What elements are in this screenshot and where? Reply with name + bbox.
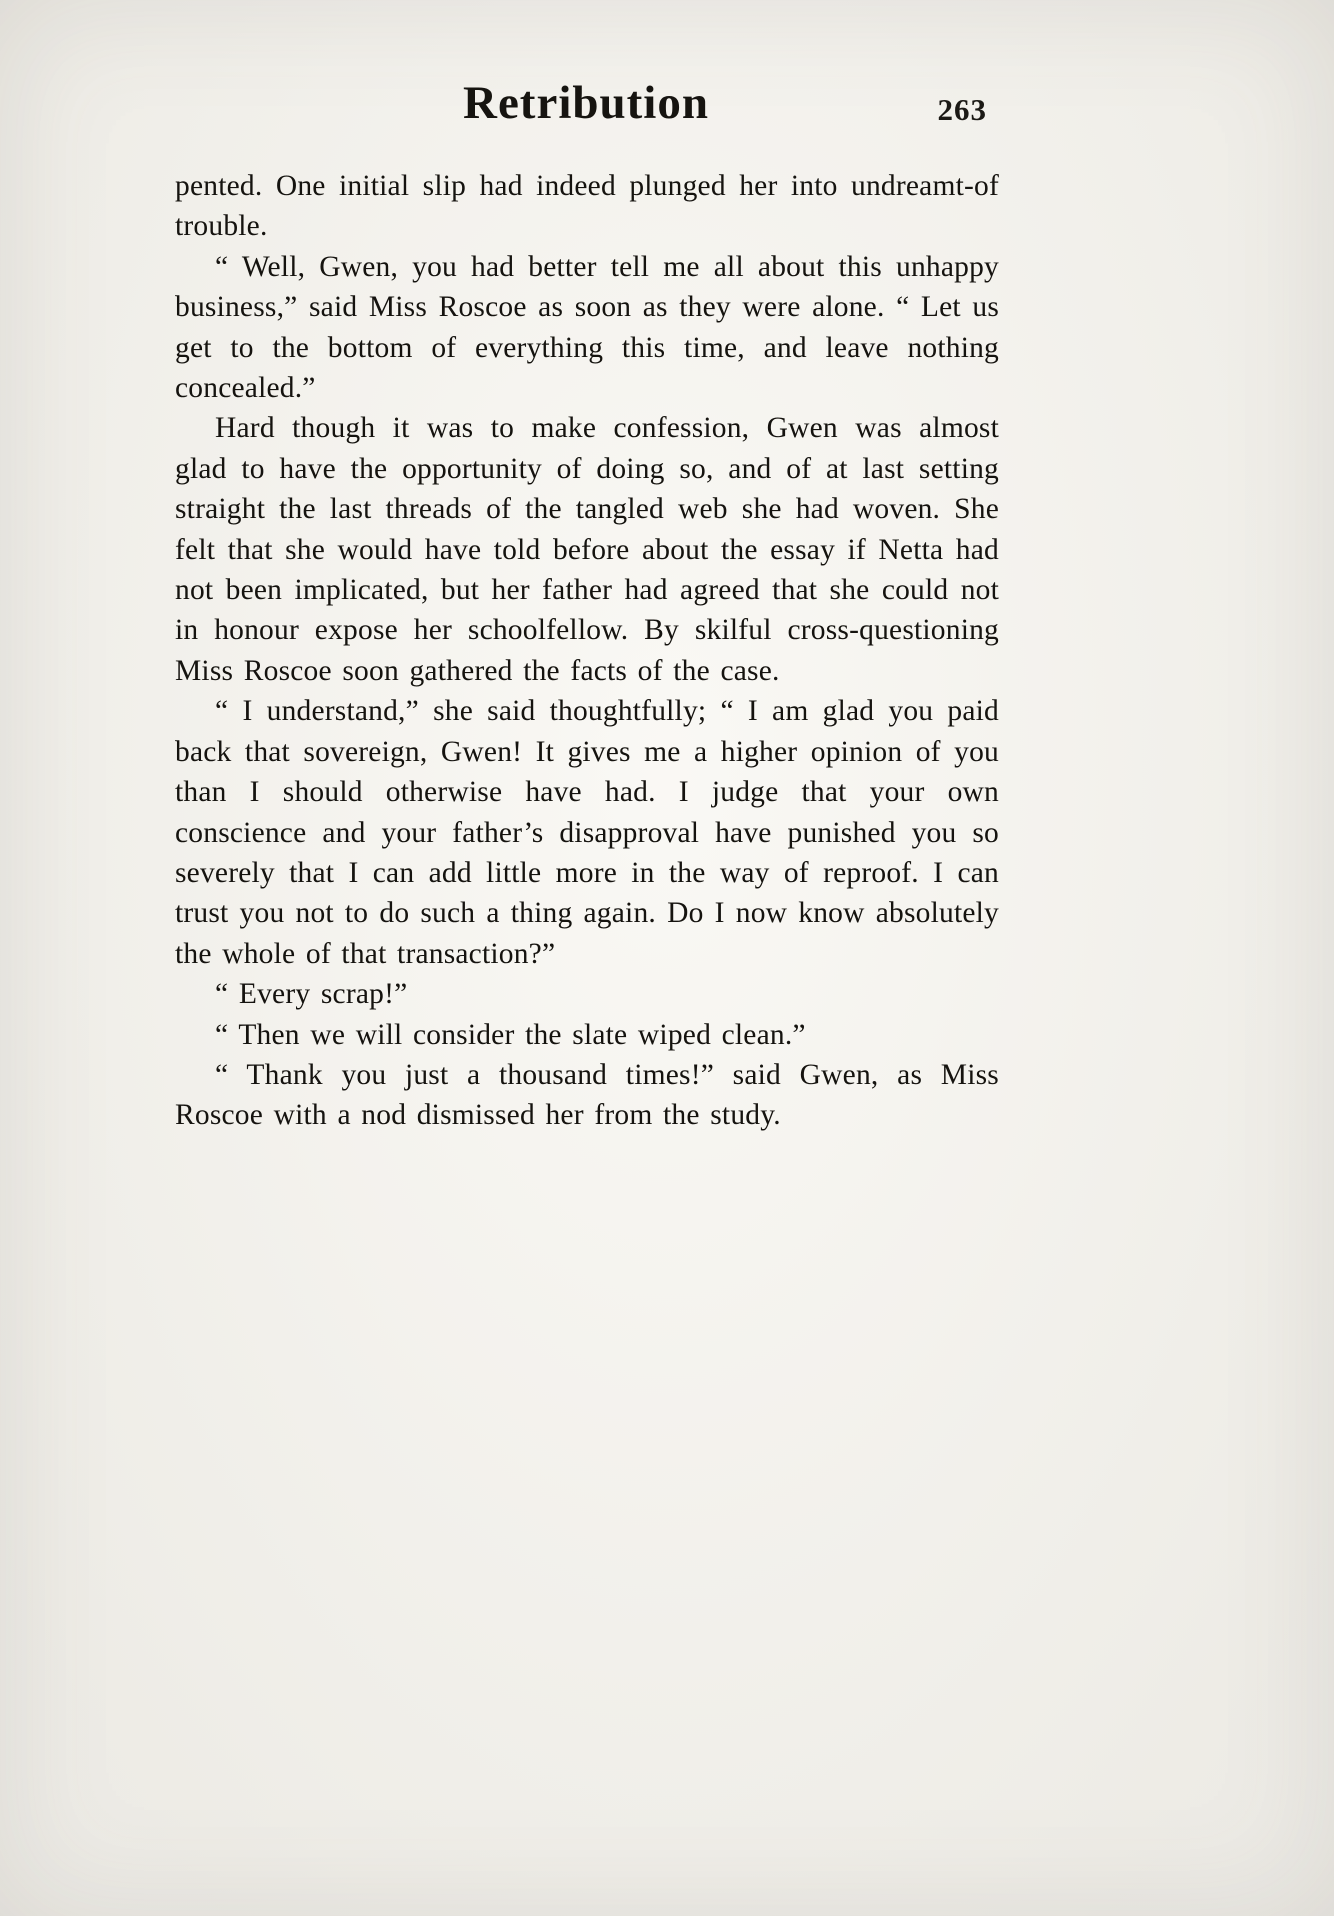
paragraph: “ I understand,” she said thoughtfully; “ I am glad you paid back that sovereign, Gwen! It gives me a higher opinion of you than I should otherwise have had. I judge that your own conscience and your father’s disapproval have punished you so severely that I can add little more in the way of reproof. I can trust you not to do such a thing again. Do I now know absolutely the whole of that transaction?” — [175, 695, 999, 970]
paragraph: “ Then we will consider the slate wiped clean.” — [215, 1018, 806, 1051]
paragraph: “ Every scrap!” — [215, 978, 408, 1011]
page-header — [175, 76, 997, 146]
paragraph: “ Thank you just a thousand times!” said Gwen, as Miss Roscoe with a nod dismissed her from the study. — [175, 1058, 999, 1132]
page-title: Retribution — [463, 77, 709, 129]
paragraph: “ Well, Gwen, you had better tell me all about this unhappy business,” said Miss Roscoe as soon as they were alone. “ Let us get to the bottom of everything this time, and leave nothing concealed.” — [175, 250, 999, 405]
paragraph: Hard though it was to make confession, Gwen was almost glad to have the opportunity of doing so, and of at last setting straight the last threads of the tangled web she had woven. She felt that she would have told before about the essay if Netta had not been implicated, but her father had agreed that she could not in honour expose her schoolfellow. By skilful cross-questioning Miss Roscoe soon gathered the facts of the case. — [175, 412, 999, 687]
paragraph: pented. One initial slip had indeed plunged her into undreamt-of trouble. — [175, 170, 999, 243]
text-block — [175, 166, 999, 1136]
page-number: 263 — [937, 92, 987, 127]
